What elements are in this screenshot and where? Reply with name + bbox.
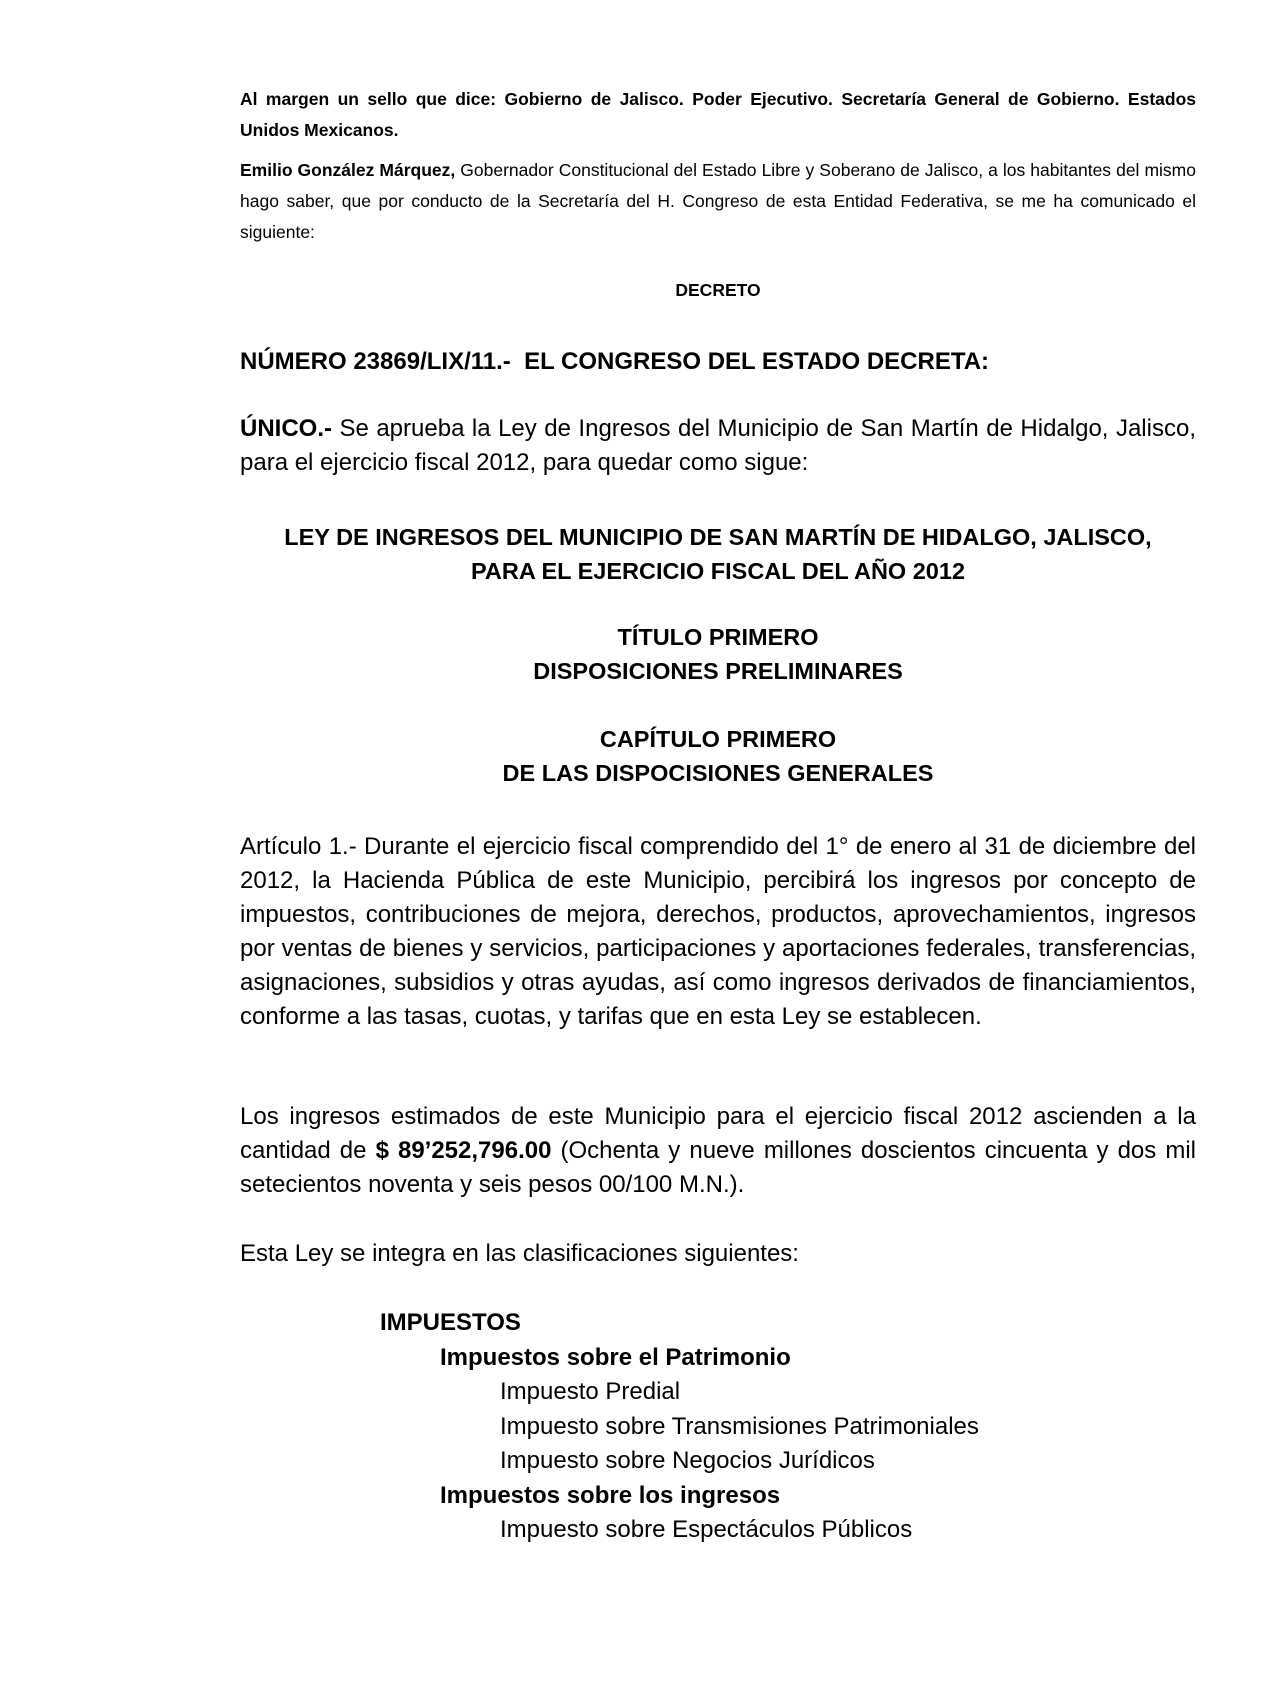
estimated-after: (Ochenta y nueve millones doscientos cincuenta y dos mil setecientos noventa y seis pesos 00/100 M.N.).	[240, 1137, 1196, 1198]
titulo-line2: DISPOSICIONES PRELIMINARES	[533, 658, 903, 684]
intro-paragraph	[240, 155, 1196, 248]
capitulo-line2: DE LAS DISPOCISIONES GENERALES	[502, 760, 934, 786]
articulo-1: Artículo 1.- Durante el ejercicio fiscal comprendido del 1° de enero al 31 de diciembre del 2012, la Hacienda Pública de este Municipio, percibirá los ingresos por concepto de impuestos, contribuciones de mejora, derechos, productos, aprovechamientos, ingresos por ventas de bienes y servicios, participaciones y aportaciones federales, transferencias, asignaciones, subsidios y otras ayudas, así como ingresos derivados de financiamientos, conforme a las tasas, cuotas, y tarifas que en esta Ley se establecen.	[240, 833, 1196, 1030]
decree-number: NÚMERO 23869/LIX/11.- EL CONGRESO DEL ESTADO DECRETA:	[240, 348, 990, 375]
signer-name: Emilio González Márquez,	[240, 160, 456, 180]
unico-paragraph	[240, 412, 1196, 480]
law-title-line2: PARA EL EJERCICIO FISCAL DEL AÑO 2012	[470, 558, 966, 584]
law-title	[240, 520, 1196, 588]
list-item: Impuesto sobre Espectáculos Públicos	[500, 1516, 913, 1543]
unico-label: ÚNICO.-	[240, 415, 332, 442]
list-item: Impuesto sobre Transmisiones Patrimoniales	[500, 1413, 979, 1440]
unico-text: Se aprueba la Ley de Ingresos del Municipio de San Martín de Hidalgo, Jalisco, para el ejercicio fiscal 2012, para quedar como sigue:	[240, 415, 1196, 476]
estimated-before: Los ingresos estimados de este Municipio para el ejercicio fiscal 2012 ascienden a la cantidad de	[240, 1103, 1196, 1164]
capitulo-line1: CAPÍTULO PRIMERO	[599, 726, 837, 752]
list-item: Impuesto Predial	[500, 1378, 681, 1405]
margin-note: Al margen un sello que dice: Gobierno de Jalisco. Poder Ejecutivo. Secretaría General de Gobierno. Estados Unidos Mexicanos.	[240, 89, 1196, 140]
group-title: Impuestos sobre el Patrimonio	[440, 1344, 791, 1371]
intro-text: Gobernador Constitucional del Estado Libre y Soberano de Jalisco, a los habitantes del mismo hago saber, que por conducto de la Secretaría del H. Congreso de esta Entidad Federativa, se me ha comunicado el siguiente:	[240, 160, 1196, 242]
decreto-label: DECRETO	[675, 280, 761, 300]
law-title-line1: LEY DE INGRESOS DEL MUNICIPIO DE SAN MARTÍN DE HIDALGO, JALISCO,	[284, 524, 1152, 550]
estimated-income-paragraph	[240, 1100, 1196, 1202]
titulo-heading	[240, 620, 1196, 688]
capitulo-heading	[240, 722, 1196, 790]
classification-heading: IMPUESTOS	[380, 1309, 521, 1336]
estimated-amount: $ 89’252,796.00	[375, 1137, 552, 1164]
classifications-intro: Esta Ley se integra en las clasificaciones siguientes:	[240, 1240, 799, 1267]
group-title: Impuestos sobre los ingresos	[440, 1482, 781, 1509]
titulo-line1: TÍTULO PRIMERO	[617, 624, 819, 650]
list-item: Impuesto sobre Negocios Jurídicos	[500, 1447, 875, 1474]
